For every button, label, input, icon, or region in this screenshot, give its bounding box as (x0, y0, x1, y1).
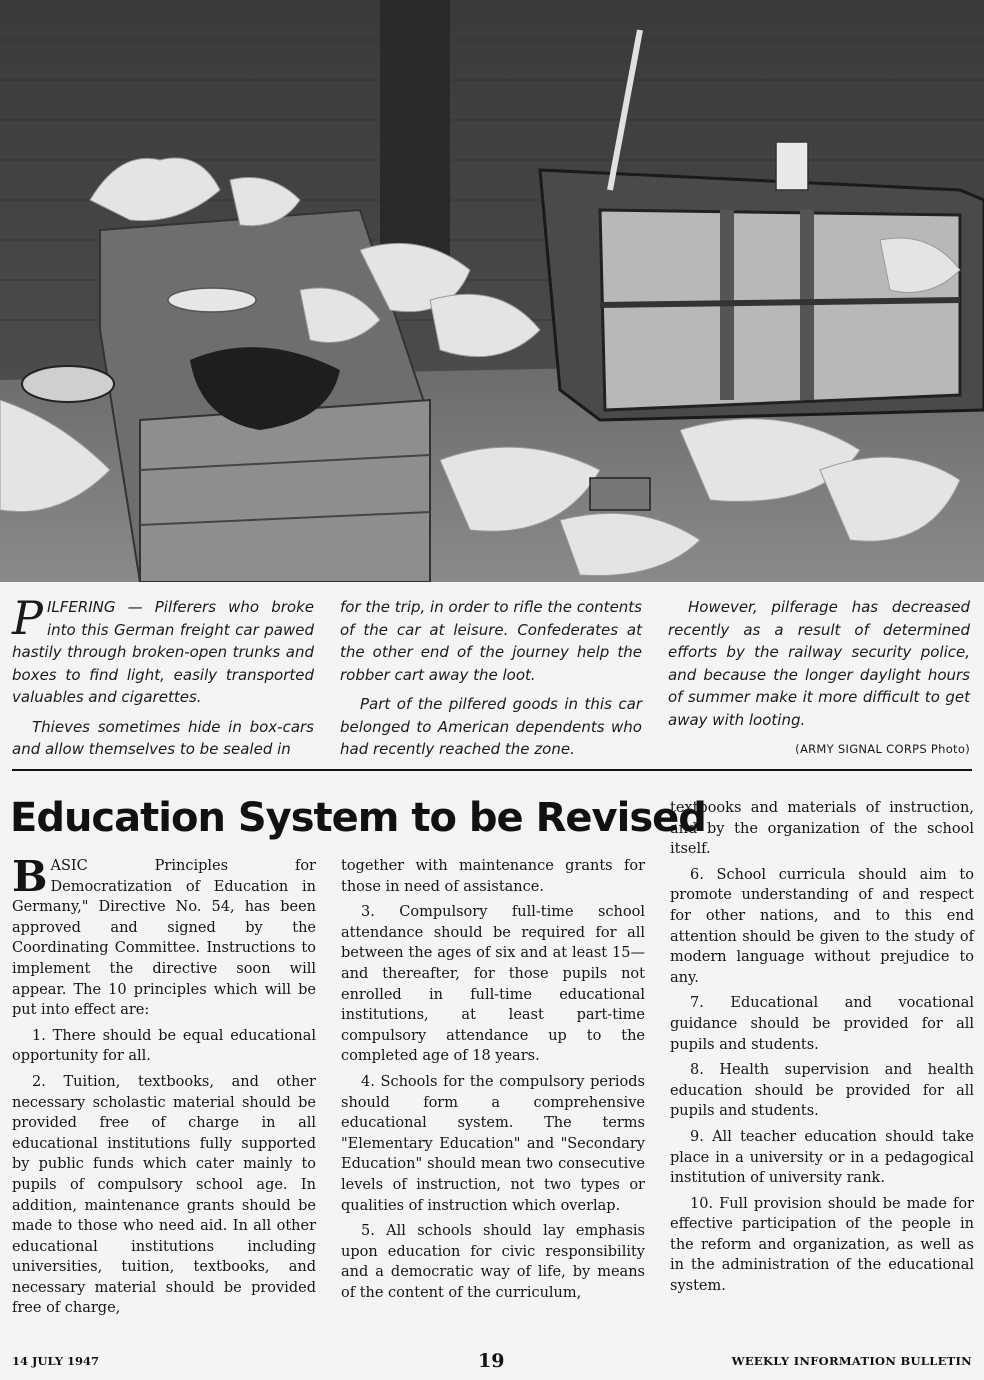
caption-text: Part of the pilfered goods in this car belonged to American dependents who had recently reached the zone. (340, 695, 642, 758)
section-divider (12, 769, 972, 771)
caption-text: ILFERING — Pilferers who broke into this German freight car pawed hastily through broken-open trunks and boxes to find light, easily transported valuables and cigarettes. (12, 598, 314, 706)
article-paragraph: textbooks and materials of instruction, and by the organization of the school itself. (670, 800, 974, 858)
caption-column-2 (340, 596, 642, 762)
article-paragraph: 5. All schools should lay emphasis upon education for civic responsibility and a democratic way of life, by means of the content of the curriculum, (341, 1223, 645, 1301)
caption-drop-cap: P (12, 591, 43, 645)
article-paragraph: 1. There should be equal educational opportunity for all. (12, 1027, 316, 1065)
article-paragraph: 3. Compulsory full-time school attendance should be required for all between the ages of six and at least 15—and thereafter, for those pupils not enrolled in full-time educational institutions, at least part-time compulsory attendance up to the completed age of 18 years. (341, 904, 645, 1065)
article-paragraph: 2. Tuition, textbooks, and other necessary scholastic material should be provided free of charge in all educational institutions fully supported by public funds which cater mainly to pupils of compulsory school age. In addition, maintenance grants should be made to those who need aid. In all other educational institutions including universities, tuition, textbooks, and necessary material should be provided free of charge, (12, 1073, 316, 1317)
issue-date: 14 JULY 1947 (12, 1354, 100, 1368)
caption-column-1 (12, 591, 314, 762)
article-paragraph: together with maintenance grants for those in need of assistance. (341, 858, 645, 895)
article-paragraph: ASIC Principles for Democratization of Education in Germany," Directive No. 54, has been approved and signed by the Coordinating Committee. Instructions to implement the directive soon will appear. The 10 principles which will be put into effect are: (12, 858, 316, 1019)
page-footer (12, 1352, 972, 1372)
article-column-1 (12, 852, 316, 1324)
photo-caption (12, 591, 976, 762)
caption-column-3 (668, 596, 970, 762)
article-photo (0, 0, 984, 582)
article-drop-cap: B (12, 852, 48, 901)
photo-credit: (ARMY SIGNAL CORPS Photo) (795, 742, 970, 756)
article-paragraph: 8. Health supervision and health education should be provided for all pupils and students. (670, 1062, 974, 1120)
article-paragraph: 7. Educational and vocational guidance should be provided for all pupils and students. (670, 995, 974, 1053)
article-paragraph: 4. Schools for the compulsory periods should form a comprehensive educational system. The terms "Elementary Education" and "Secondary Education" should mean two consecutive levels of instruction, not two types or qualities of instruction which overlap. (341, 1073, 645, 1214)
article-paragraph: 6. School curricula should aim to promote understanding of and respect for other nations, and to this end attention should be given to the study of modern language without prejudice to any. (670, 866, 974, 986)
caption-text: for the trip, in order to rifle the contents of the car at leisure. Confederates at the other end of the journey help the robber cart away the loot. (340, 598, 642, 684)
article-column-2 (341, 856, 645, 1308)
page-number: 19 (478, 1350, 505, 1372)
caption-text: However, pilferage has decreased recently as a result of determined efforts by the railway security police, and because the longer daylight hours of summer make it more difficult to get away with looting. (668, 598, 970, 729)
article-column-3 (670, 798, 974, 1302)
article-headline: Education System to be Revised (10, 795, 706, 841)
article-paragraph: 10. Full provision should be made for effective participation of the people in the reform and organization, as well as in the administration of the educational system. (670, 1195, 974, 1295)
pilfered-freight-car-photo (0, 0, 984, 582)
caption-text: Thieves sometimes hide in box-cars and allow themselves to be sealed in (12, 717, 314, 758)
publication-name: WEEKLY INFORMATION BULLETIN (731, 1354, 972, 1368)
article-paragraph: 9. All teacher education should take place in a university or in a pedagogical institution of university rank. (670, 1128, 974, 1187)
